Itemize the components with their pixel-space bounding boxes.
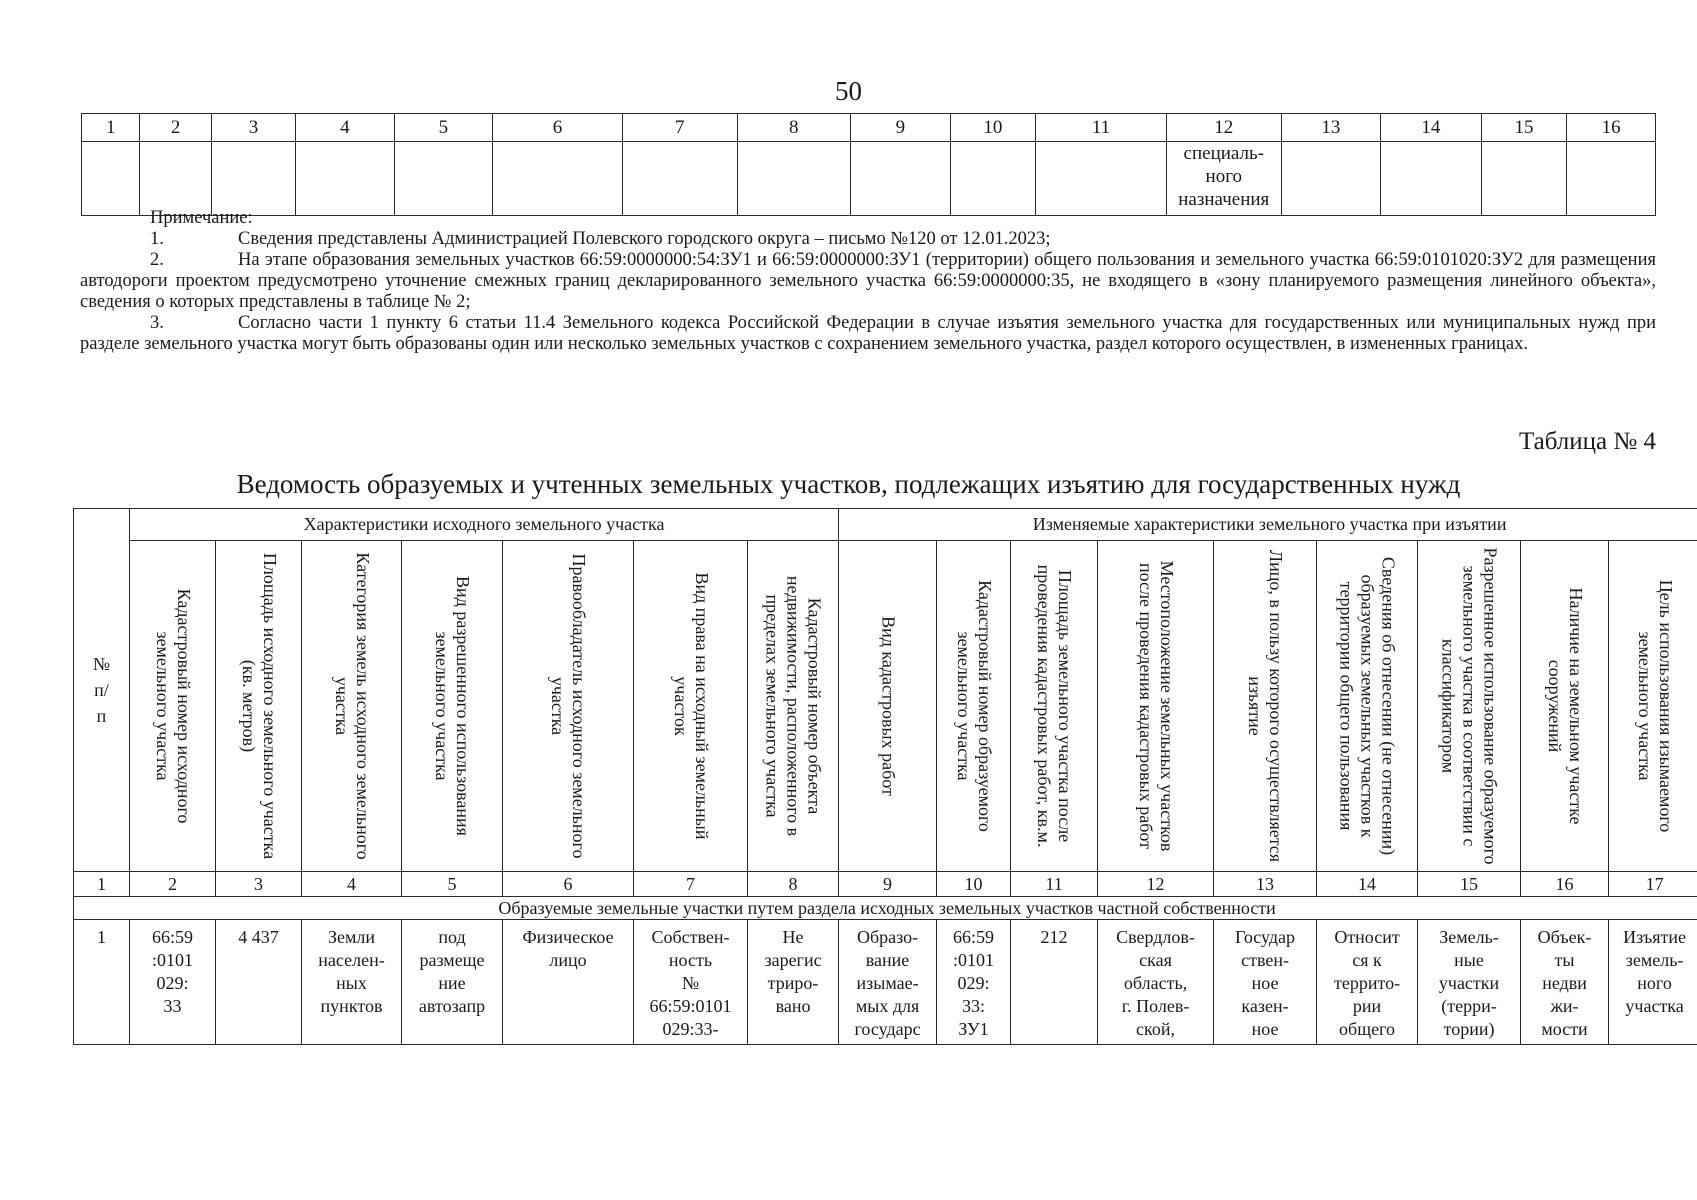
column-number: 3 [216, 872, 302, 897]
column-number: 5 [394, 114, 492, 142]
column-header: Кадастровый номер объекта недвижимости, расположенного в пределах земельного участка [748, 541, 839, 872]
column-number: 14 [1381, 114, 1482, 142]
table-cell [82, 142, 140, 216]
table-cell: Собствен- ность № 66:59:0101 029:33- [634, 920, 748, 1045]
table-cell [1381, 142, 1482, 216]
column-number: 5 [402, 872, 503, 897]
table-cell [1036, 142, 1167, 216]
table-cell [1481, 142, 1566, 216]
notes [80, 208, 1656, 355]
table-cell: 4 437 [216, 920, 302, 1045]
notes-title: Примечание: [150, 208, 253, 228]
column-number: 2 [140, 114, 211, 142]
continuation-table [81, 113, 1656, 216]
land-plots-table [73, 508, 1697, 1045]
table-cell: 66:59 :0101 029: 33: ЗУ1 [937, 920, 1011, 1045]
note-number: 3. [150, 313, 164, 333]
table-cell [851, 142, 951, 216]
column-number: 4 [296, 114, 394, 142]
column-number: 16 [1521, 872, 1609, 897]
group-header-row [74, 509, 1697, 541]
table-cell: Образо- вание изымае- мых для государс [839, 920, 937, 1045]
column-number: 7 [622, 114, 737, 142]
table-cell [394, 142, 492, 216]
column-header: Вид кадастровых работ [839, 541, 937, 872]
note-number: 1. [150, 229, 164, 249]
column-number: 1 [82, 114, 140, 142]
table-cell [737, 142, 851, 216]
column-number: 1 [74, 872, 130, 897]
table-title: Ведомость образуемых и учтенных земельных участков, подлежащих изъятию для государственных нужд [236, 469, 1461, 499]
table-cell: Изъятие земель- ного участка [1609, 920, 1697, 1045]
table-cell [950, 142, 1035, 216]
table-cell: Земли населен- ных пунктов [302, 920, 402, 1045]
section-row [74, 897, 1697, 920]
note-item [80, 250, 1656, 313]
table-cell [296, 142, 394, 216]
column-number: 9 [839, 872, 937, 897]
column-number: 8 [748, 872, 839, 897]
column-header: Цель использования изымаемого земельного участка [1609, 541, 1697, 872]
column-header: Категория земель исходного земельного участка [302, 541, 402, 872]
column-header: Вид разрешенного использования земельного участка [402, 541, 503, 872]
table-cell: 1 [74, 920, 130, 1045]
column-number: 15 [1481, 114, 1566, 142]
column-number: 9 [851, 114, 951, 142]
column-number-row [74, 872, 1697, 897]
column-number: 10 [950, 114, 1035, 142]
table-cell: Свердлов- ская область, г. Полев- ской, [1098, 920, 1214, 1045]
column-number: 17 [1609, 872, 1697, 897]
column-header: Площадь исходного земельного участка (кв. метров) [216, 541, 302, 872]
column-number-row [82, 114, 1656, 142]
table-cell: Земель- ные участки (терри- тории) [1418, 920, 1521, 1045]
column-number: 16 [1567, 114, 1656, 142]
table-cell: Не зарегис триро- вано [748, 920, 839, 1045]
table-cell: 212 [1011, 920, 1098, 1045]
table-cell: Объек- ты недви жи- мости [1521, 920, 1609, 1045]
column-header: Наличие на земельном участке сооружений [1521, 541, 1609, 872]
column-number: 2 [130, 872, 216, 897]
column-header: Вид права на исходный земельный участок [634, 541, 748, 872]
table-cell: специаль- ного назначения [1166, 142, 1281, 216]
column-number: 13 [1214, 872, 1317, 897]
column-number: 3 [211, 114, 295, 142]
column-number: 7 [634, 872, 748, 897]
section-title: Образуемые земельные участки путем раздела исходных земельных участков частной собственности [74, 897, 1697, 920]
column-number: 4 [302, 872, 402, 897]
note-text: Согласно части 1 пункту 6 статьи 11.4 Земельного кодекса Российской Федерации в случае изъятия земельного участка для государственных или муниципальных нужд при разделе земельного участка могут быть образованы один или несколько земельных участков с сохранением земельного участка, раздел которого осуществлен, в измененных границах. [80, 313, 1656, 354]
column-header-row [74, 541, 1697, 872]
group-header-changed: Изменяемые характеристики земельного участка при изъятии [839, 509, 1697, 541]
table-cell [211, 142, 295, 216]
column-header: Правообладатель исходного земельного участка [503, 541, 634, 872]
column-number: 6 [493, 114, 623, 142]
column-header: Кадастровый номер образуемого земельного участка [937, 541, 1011, 872]
table-cell: 66:59 :0101 029: 33 [130, 920, 216, 1045]
table-cell: Относит ся к террито- рии общего [1317, 920, 1418, 1045]
column-header: Местоположение земельных участков после проведения кадастровых работ [1098, 541, 1214, 872]
table-cell [140, 142, 211, 216]
note-number: 2. [150, 250, 164, 270]
note-item [80, 229, 1656, 250]
note-text: Сведения представлены Администрацией Полевского городского округа – письмо №120 от 12.01.2023; [238, 229, 1051, 249]
column-number: 6 [503, 872, 634, 897]
column-number: 12 [1098, 872, 1214, 897]
column-number: 8 [737, 114, 851, 142]
table-label: Таблица № 4 [1518, 428, 1656, 455]
column-number: 10 [937, 872, 1011, 897]
column-header: Лицо, в пользу которого осуществляется изъятие [1214, 541, 1317, 872]
column-number: 11 [1036, 114, 1167, 142]
column-header: Площадь земельного участка после проведения кадастровых работ, кв.м. [1011, 541, 1098, 872]
table-cell [1567, 142, 1656, 216]
table-cell: Физическое лицо [503, 920, 634, 1045]
table-row [74, 920, 1697, 1045]
column-number: 12 [1166, 114, 1281, 142]
column-number: 13 [1281, 114, 1381, 142]
column-header: Сведения об отнесении (не отнесении) образуемых земельных участков к территории общего пользования [1317, 541, 1418, 872]
column-number: 11 [1011, 872, 1098, 897]
group-header-source: Характеристики исходного земельного участка [130, 509, 839, 541]
table-row [82, 142, 1656, 216]
column-number: 14 [1317, 872, 1418, 897]
page-number: 50 [835, 76, 862, 106]
table-cell [622, 142, 737, 216]
note-item [80, 313, 1656, 355]
note-text: На этапе образования земельных участков 66:59:0000000:54:ЗУ1 и 66:59:0000000:ЗУ1 (территории) общего пользования и земельного участка 66:59:0101020:ЗУ2 для размещения автодороги проектом предусмотрено уточнение смежных границ декларированного земельного участка 66:59:0000000:35, не входящего в «зону планируемого размещения линейного объекта», сведения о которых представлены в таблице № 2; [80, 250, 1656, 312]
table-cell [1281, 142, 1381, 216]
column-number: 15 [1418, 872, 1521, 897]
npp-header: № п/ п [74, 509, 130, 872]
table-cell [493, 142, 623, 216]
table-cell: под размеще ние автозапр [402, 920, 503, 1045]
table-cell: Государ ствен- ное казен- ное [1214, 920, 1317, 1045]
column-header: Разрешенное использование образуемого земельного участка в соответствии с классификатором [1418, 541, 1521, 872]
column-header: Кадастровый номер исходного земельного участка [130, 541, 216, 872]
